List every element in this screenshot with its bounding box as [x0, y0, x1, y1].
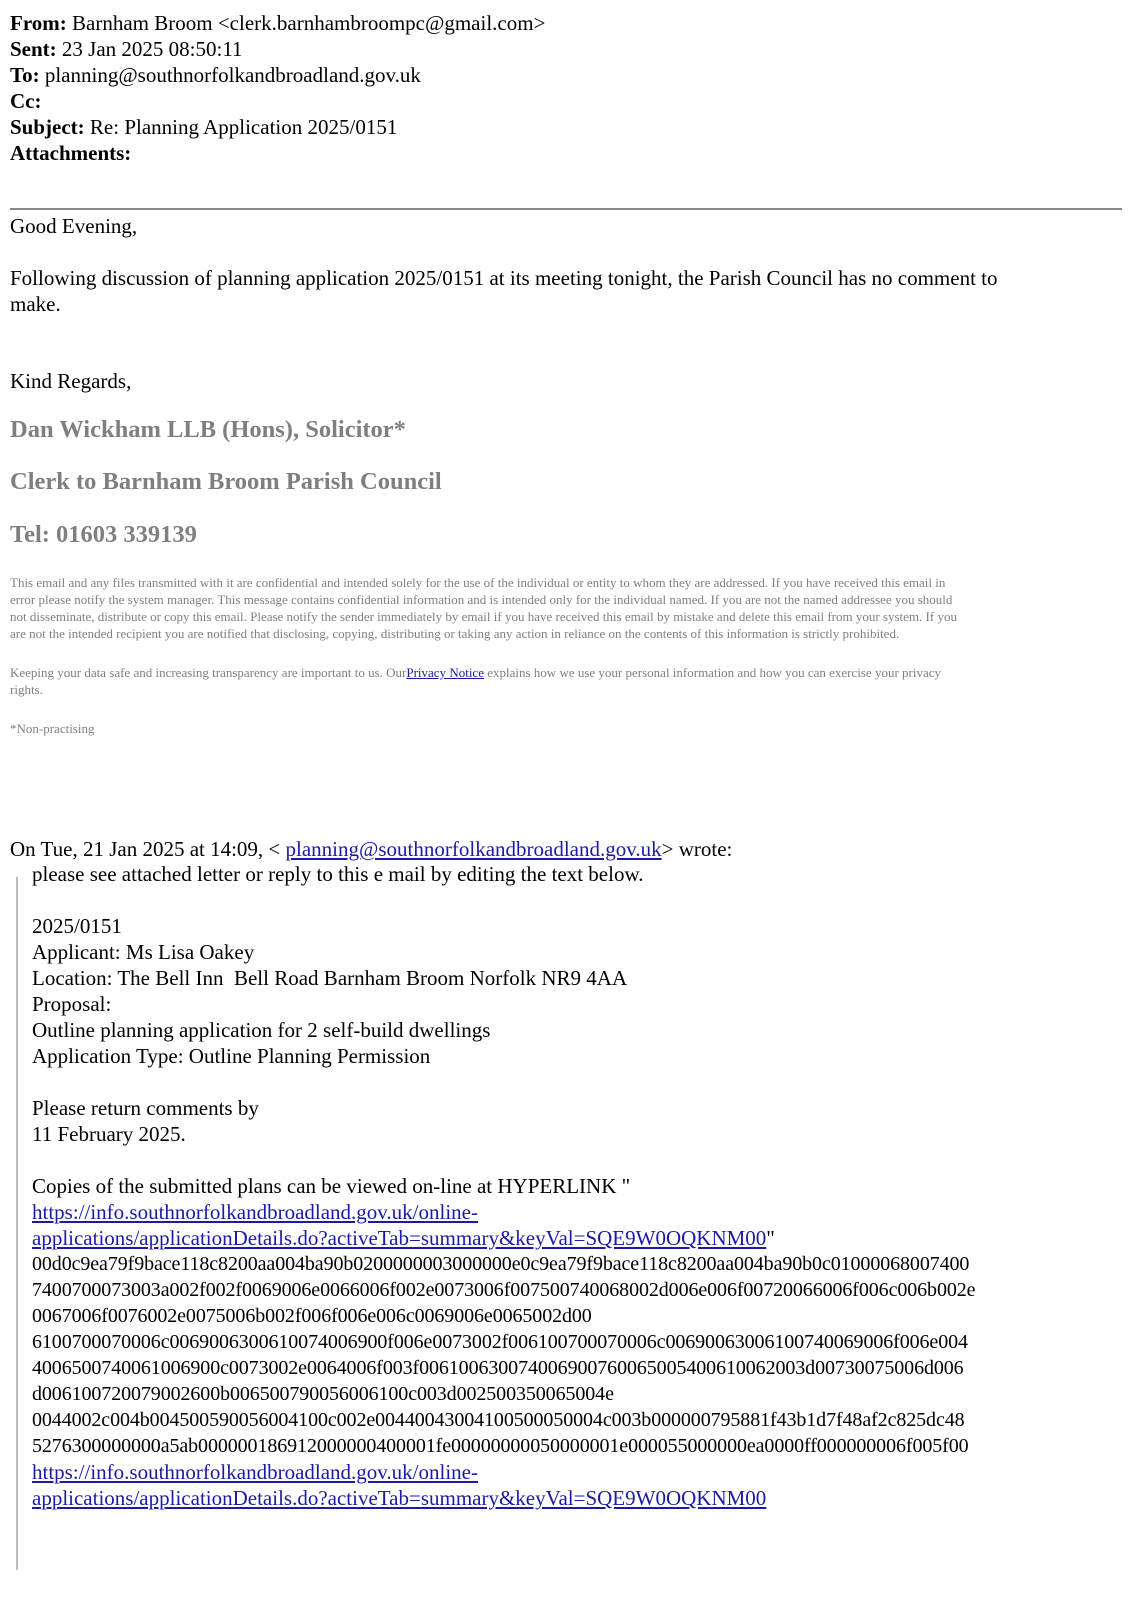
disclaimer-line-2: error please notify the system manager. This message contains confidential information and is intended only for the individual named. If you are not the named addressee you should — [10, 592, 953, 607]
closing: Kind Regards, — [10, 369, 132, 393]
quoted-intro-post: > wrote: — [661, 837, 733, 861]
quoted-proposal: Outline planning application for 2 self-build dwellings — [32, 1018, 491, 1042]
sent-value: 23 Jan 2025 08:50:11 — [61, 37, 243, 61]
sent-row — [10, 36, 243, 62]
attachments-row — [10, 140, 131, 166]
quoted-intro — [10, 836, 732, 862]
body-paragraph-line-1: Following discussion of planning application 2025/0151 at its meeting tonight, the Parish Council has no comment to — [10, 266, 998, 290]
disclaimer-line-1: This email and any files transmitted with it are confidential and intended solely for the use of the individual or entity to whom they are addressed. If you have received this email in — [10, 575, 946, 590]
privacy-line-2: rights. — [10, 682, 43, 697]
plans-link-1-part-2[interactable]: applications/applicationDetails.do?activeTab=summary&keyVal=SQE9W0OQKNM00 — [32, 1226, 767, 1250]
subject-label: Subject: — [10, 115, 85, 139]
hex-line: 5276300000000a5ab000000186912000000400001fe00000000050000001e000055000000ea0000ff000000006f005f00 — [32, 1435, 969, 1457]
quoted-location: Location: The Bell Inn Bell Road Barnham Broom Norfolk NR9 4AA — [32, 966, 628, 990]
quoted-proposal-label: Proposal: — [32, 992, 112, 1016]
disclaimer-line-3: not disseminate, distribute or copy this email. Please notify the sender immediately by email if you have received this email by mistake and delete this email from your system. If you — [10, 609, 957, 624]
from-value: Barnham Broom <clerk.barnhambroompc@gmail.com> — [72, 11, 546, 35]
header-divider — [10, 208, 1122, 210]
to-value: planning@southnorfolkandbroadland.gov.uk — [44, 63, 421, 87]
to-row — [10, 62, 421, 88]
greeting: Good Evening, — [10, 214, 138, 238]
hex-line: 0044002c004b004500590056004100c002e00440043004100500050004c003b000000795881f43b1d7f48af2c825dc48 — [32, 1409, 965, 1431]
quoted-copies-line: Copies of the submitted plans can be viewed on-line at HYPERLINK " — [32, 1174, 631, 1198]
hex-line: 7400700073003a002f002f0069006e0066006f002e0073006f007500740068002d006e006f00720066006f006c006b002e — [32, 1279, 976, 1301]
to-label: To: — [10, 63, 40, 87]
signature-role: Clerk to Barnham Broom Parish Council — [10, 468, 442, 495]
quoted-application-type: Application Type: Outline Planning Permission — [32, 1044, 431, 1068]
attachments-label: Attachments: — [10, 141, 132, 165]
quoted-link-1-line-2 — [32, 1225, 775, 1251]
plans-link-1-part-1[interactable]: https://info.southnorfolkandbroadland.gov.uk/online- — [32, 1200, 478, 1224]
quoted-return-line-2: 11 February 2025. — [32, 1122, 186, 1146]
subject-value: Re: Planning Application 2025/0151 — [89, 115, 398, 139]
subject-row — [10, 114, 397, 140]
hex-line: 00d0c9ea79f9bace118c8200aa004ba90b0200000003000000e0c9ea79f9bace118c8200aa004ba90b0c01000068007400 — [32, 1253, 970, 1275]
privacy-post: explains how we use your personal information and how you can exercise your privacy — [483, 665, 942, 680]
plans-link-2-part-2[interactable]: applications/applicationDetails.do?activeTab=summary&keyVal=SQE9W0OQKNM00 — [32, 1486, 767, 1510]
from-row — [10, 10, 545, 36]
privacy-line — [10, 664, 1122, 682]
quoted-please-line: please see attached letter or reply to this e mail by editing the text below. — [32, 862, 644, 886]
quote-bar — [16, 877, 18, 1570]
disclaimer-line-4: are not the intended recipient you are notified that disclosing, copying, distributing or taking any action in reliance on the contents of this information is strictly prohibited. — [10, 626, 900, 641]
quoted-intro-pre: On Tue, 21 Jan 2025 at 14:09, < — [10, 837, 286, 861]
quoted-applicant: Applicant: Ms Lisa Oakey — [32, 940, 255, 964]
privacy-notice-link[interactable]: Privacy Notice — [406, 665, 484, 680]
hex-line: 6100700070006c0069006300610074006900f006e0073002f006100700070006c00690063006100740069006f006e004 — [32, 1331, 968, 1353]
cc-row — [10, 88, 41, 114]
plans-link-2-part-1[interactable]: https://info.southnorfolkandbroadland.gov.uk/online- — [32, 1460, 478, 1484]
from-label: From: — [10, 11, 67, 35]
quoted-sender-link[interactable]: planning@southnorfolkandbroadland.gov.uk — [285, 837, 662, 861]
quoted-reference: 2025/0151 — [32, 914, 122, 938]
non-practising-note: *Non-practising — [10, 721, 95, 736]
quoted-link-2-line-2 — [32, 1485, 766, 1511]
hex-line: 4006500740061006900c0073002e0064006f003f006100630074006900760065005400610062003d00730075006d006 — [32, 1357, 964, 1379]
quoted-return-line-1: Please return comments by — [32, 1096, 259, 1120]
signature-name: Dan Wickham LLB (Hons), Solicitor* — [10, 416, 406, 443]
hex-line: d006100720079002600b006500790056006100c003d002500350065004e — [32, 1383, 614, 1405]
privacy-pre: Keeping your data safe and increasing transparency are important to us. Our — [10, 665, 407, 680]
signature-tel: Tel: 01603 339139 — [10, 521, 197, 548]
link-close-quote: " — [766, 1226, 775, 1250]
hex-line: 0067006f0076002e0075006b002f006f006e006c0069006e0065002d00 — [32, 1305, 592, 1327]
body-paragraph-line-2: make. — [10, 292, 61, 316]
quoted-link-1-line-1 — [32, 1199, 478, 1225]
quoted-link-2-line-1 — [32, 1459, 478, 1485]
cc-label: Cc: — [10, 89, 42, 113]
sent-label: Sent: — [10, 37, 57, 61]
